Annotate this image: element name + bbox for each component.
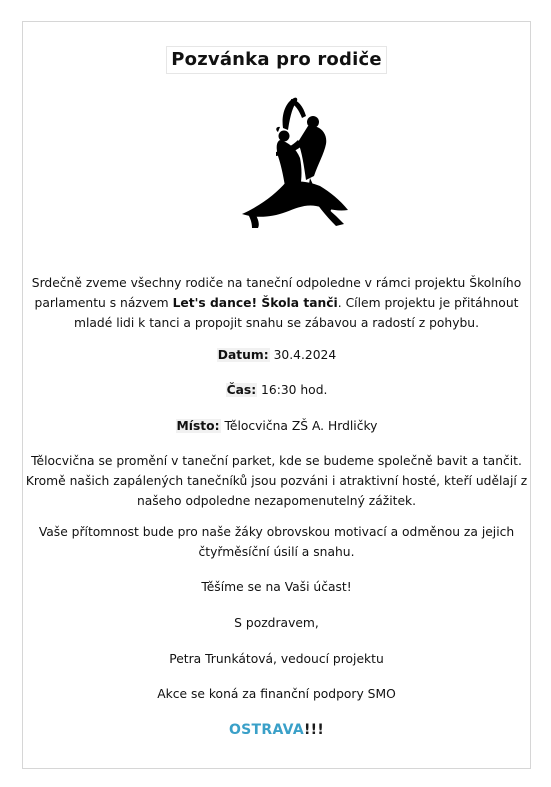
intro-paragraph [23,273,530,333]
signature-line: Petra Trunkátová, vedoucí projektu [169,652,384,666]
ostrava-logo [23,720,530,740]
intro-line-2-end: . Cílem projektu je přitáhnout [337,296,519,310]
closing-line: Těšíme se na Vaši účast! [201,580,352,594]
place-value: Tělocvična ZŠ A. Hrdličky [224,419,378,433]
motivation-line-1: Vaše přítomnost bude pro naše žáky obrovskou motivací a odměnou za jejich [38,525,515,539]
date-line [23,345,530,365]
ballroom-dancers-silhouette [236,94,356,244]
intro-line-2-start: parlamentu s názvem [34,296,173,310]
time-line [23,380,530,400]
ostrava-logo-word: OSTRAVA [228,722,304,738]
title-wrapper [23,46,530,74]
place-line [23,416,530,436]
description-line-3: našeho odpoledne nezapomenutelný zážitek. [136,494,417,508]
motivation-paragraph [23,522,530,562]
project-name: Let's dance! Škola tanči [172,296,338,310]
time-label: Čas: [226,383,257,397]
place-label: Místo: [176,419,220,433]
description-line-2: Kromě našich zapálených tanečníků jsou pozváni i atraktivní hosté, kteří udělají z [25,474,528,488]
description-line-1: Tělocvična se promění v taneční parket, kde se budeme společně bavit a tančit. [31,454,522,468]
page-title: Pozvánka pro rodiče [166,46,386,74]
intro-line-1: Srdečně zveme všechny rodiče na taneční odpoledne v rámci projektu Školního [31,276,522,290]
support-line: Akce se koná za finanční podpory SMO [157,687,396,701]
invitation-page [22,21,531,769]
motivation-line-2: čtyřměsíční úsilí a snahu. [198,545,355,559]
ostrava-logo-exclamation: !!! [303,722,325,738]
time-value: 16:30 hod. [261,383,328,397]
date-label: Datum: [217,348,269,362]
intro-line-2 [23,293,530,313]
description-paragraph [23,451,530,511]
intro-line-3: mladé lidi k tanci a propojit snahu se zábavou a radostí z pohybu. [73,316,480,330]
greeting-line: S pozdravem, [234,616,319,630]
date-value: 30.4.2024 [273,348,337,362]
